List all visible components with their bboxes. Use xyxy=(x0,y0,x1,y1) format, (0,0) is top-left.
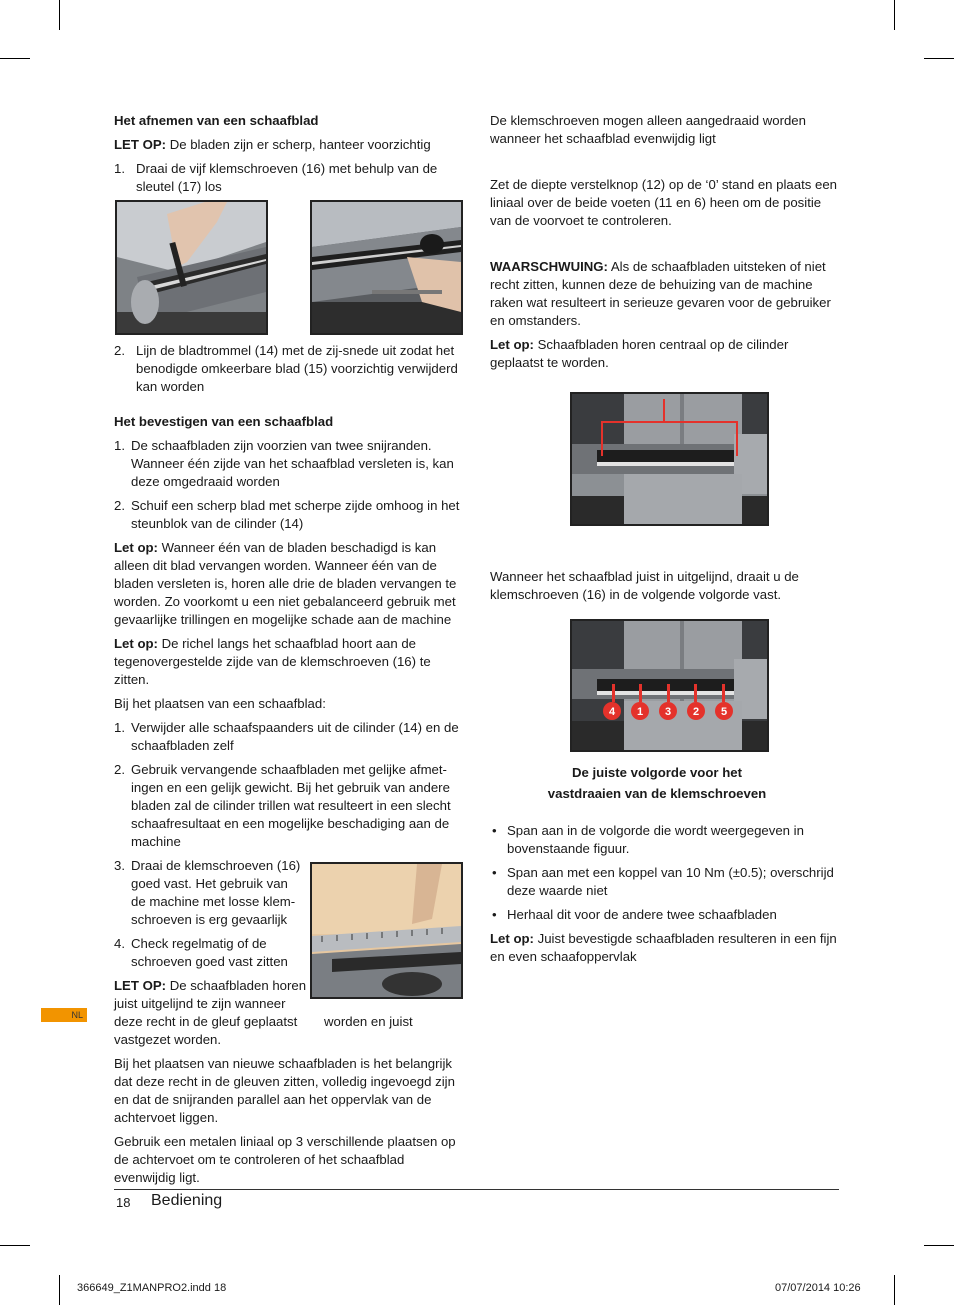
blade-center-photo xyxy=(572,394,767,524)
photo-blade-centered xyxy=(570,392,769,526)
photo-tightening-sequence xyxy=(570,619,769,752)
sequence-label: 1 xyxy=(636,706,644,718)
footer-rule xyxy=(114,1189,839,1190)
crop-mark xyxy=(894,0,895,30)
crop-mark xyxy=(0,1245,30,1246)
para-new-blades: Bij het plaatsen van nieuwe schaafbladen is het belangrijk dat deze recht in de gleuven zitten, volledig ingevoegd zijn en dat de snijranden parallel aan het oppervlak van de achtervoet liggen. xyxy=(114,1056,455,1125)
language-tab: NL xyxy=(41,1008,87,1022)
note-central: Let op: Schaafbladen horen centraal op de cilinder geplaatst te worden. xyxy=(490,337,789,370)
crop-mark xyxy=(59,1275,60,1305)
right-column-mid xyxy=(490,568,840,604)
step-2: 2. Lijn de bladtrommel (14) met de zij-snede uit zodat het benodigde omkeerbare blad (15) voorzichtig verwijderd kan worden xyxy=(114,343,458,394)
right-column-top xyxy=(490,112,840,372)
left-column-main xyxy=(114,342,464,1187)
para-depth-knob: Zet de diepte verstelknop (12) op de ‘0’ stand en plaats een liniaal over de beide voeten (11 en 6) heen om de positie van de voorvoet te controleren. xyxy=(490,177,838,228)
para-ruler: Gebruik een metalen liniaal op 3 verschillende plaatsen op de achtervoet om te controleren of het schaafblad evenwijdig ligt. xyxy=(114,1134,456,1185)
ruler-photo xyxy=(312,864,461,997)
photo-loosening-screws xyxy=(115,200,268,335)
planer-drum-photo xyxy=(117,202,266,333)
bullet-item: • Span aan in de volgorde die wordt weergegeven in bovenstaande figuur. xyxy=(492,823,804,856)
note-ridge: Let op: De richel langs het schaafblad hoort aan de tegenovergestelde zijde van de klemschroeven (16) te zitten. xyxy=(114,636,431,687)
sequence-photo xyxy=(572,621,767,750)
page-number: 18 xyxy=(116,1195,131,1210)
bullet-item: • Herhaal dit voor de andere twee schaafbladen xyxy=(492,907,777,922)
slug-file: 366649_Z1MANPRO2.indd 18 xyxy=(77,1282,227,1294)
para-tighten-order: Wanneer het schaafblad juist in uitgelijnd, draait u de klemschroeven (16) in de volgende volgorde vast. xyxy=(490,569,799,602)
sequence-label: 5 xyxy=(720,706,728,718)
fit-step-2: 2. Schuif een scherp blad met scherpe zijde omhoog in het steunblok van de cilinder (14) xyxy=(114,498,460,531)
planer-blade-photo xyxy=(312,202,461,333)
place-step-3: 3. Draai de klemschroeven (16) goed vast. Het gebruik van de machine met losse klem-schroeven is erg gevaarlijk xyxy=(114,858,301,927)
left-column-top xyxy=(114,112,464,196)
sequence-label: 2 xyxy=(692,706,700,718)
section-name: Bediening xyxy=(151,1192,223,1209)
bullet-item: • Span aan met een koppel van 10 Nm (±0.5); overschrijd deze waarde niet xyxy=(492,865,834,898)
note-damaged-blade: Let op: Wanneer één van de bladen beschadigd is kan alleen dit blad vervangen worden. Wanneer één van de bladen versleten is, horen alle drie de bladen vervangen te worden. Zo voorkomt u een niet gebalanceerd gebruik met gevaarlijke trillingen en mogelijke schade aan de machine xyxy=(114,540,457,627)
placing-intro: Bij het plaatsen van een schaafblad: xyxy=(114,696,326,711)
figure-caption: De juiste volgorde voor het vastdraaien van de klemschroeven xyxy=(547,765,767,801)
crop-mark xyxy=(59,0,60,30)
warning: WAARSCHWUING: Als de schaafbladen uitsteken of niet recht zitten, kunnen deze de behuizing van de machine raken wat resulteert in serieuze gevaren voor de gebruiker en omstanders. xyxy=(490,259,831,328)
crop-mark xyxy=(924,58,954,59)
section-heading-remove: Het afnemen van een schaafblad xyxy=(114,113,319,128)
right-column-bottom xyxy=(490,822,840,966)
photo-ruler-check xyxy=(310,862,463,999)
crop-mark xyxy=(924,1245,954,1246)
crop-mark xyxy=(894,1275,895,1305)
note-result: Let op: Juist bevestigde schaafbladen resulteren in een fijn en even schaafoppervlak xyxy=(490,931,837,964)
step-1: 1. Draai de vijf klemschroeven (16) met behulp van de sleutel (17) los xyxy=(114,161,438,194)
place-step-4: 4. Check regelmatig of de schroeven goed vast zitten xyxy=(114,936,288,969)
section-heading-fit: Het bevestigen van een schaafblad xyxy=(114,414,334,429)
para-tighten-parallel: De klemschroeven mogen alleen aangedraaid worden wanneer het schaafblad evenwijdig ligt xyxy=(490,113,806,146)
place-step-2: 2. Gebruik vervangende schaafbladen met gelijke afmet-ingen en een gelijk gewicht. Bij het gebruik van andere bladen zal de cilinder trillen wat resulteert in een slecht schaafresultaat en een mogelijke beschadiging aan de machine xyxy=(114,762,451,849)
crop-mark xyxy=(0,58,30,59)
photo-removing-blade xyxy=(310,200,463,335)
note-aligned: LET OP: De schaafbladen horen juist uitgelijnd te zijn wanneer deze recht in de gleuf geplaatst worden en juist vastgezet worden. xyxy=(114,978,413,1047)
slug-date: 07/07/2014 10:26 xyxy=(775,1282,861,1294)
place-step-1: 1. Verwijder alle schaafspaanders uit de cilinder (14) en de schaafbladen zelf xyxy=(114,720,459,753)
fit-step-1: 1. De schaafbladen zijn voorzien van twee snijranden. Wanneer één zijde van het schaafblad versleten is, kan deze omgedraaid worden xyxy=(114,438,454,489)
sequence-label: 4 xyxy=(608,706,616,718)
sequence-label: 3 xyxy=(664,706,672,718)
note-sharp: LET OP: De bladen zijn er scherp, hanteer voorzichtig xyxy=(114,137,431,152)
